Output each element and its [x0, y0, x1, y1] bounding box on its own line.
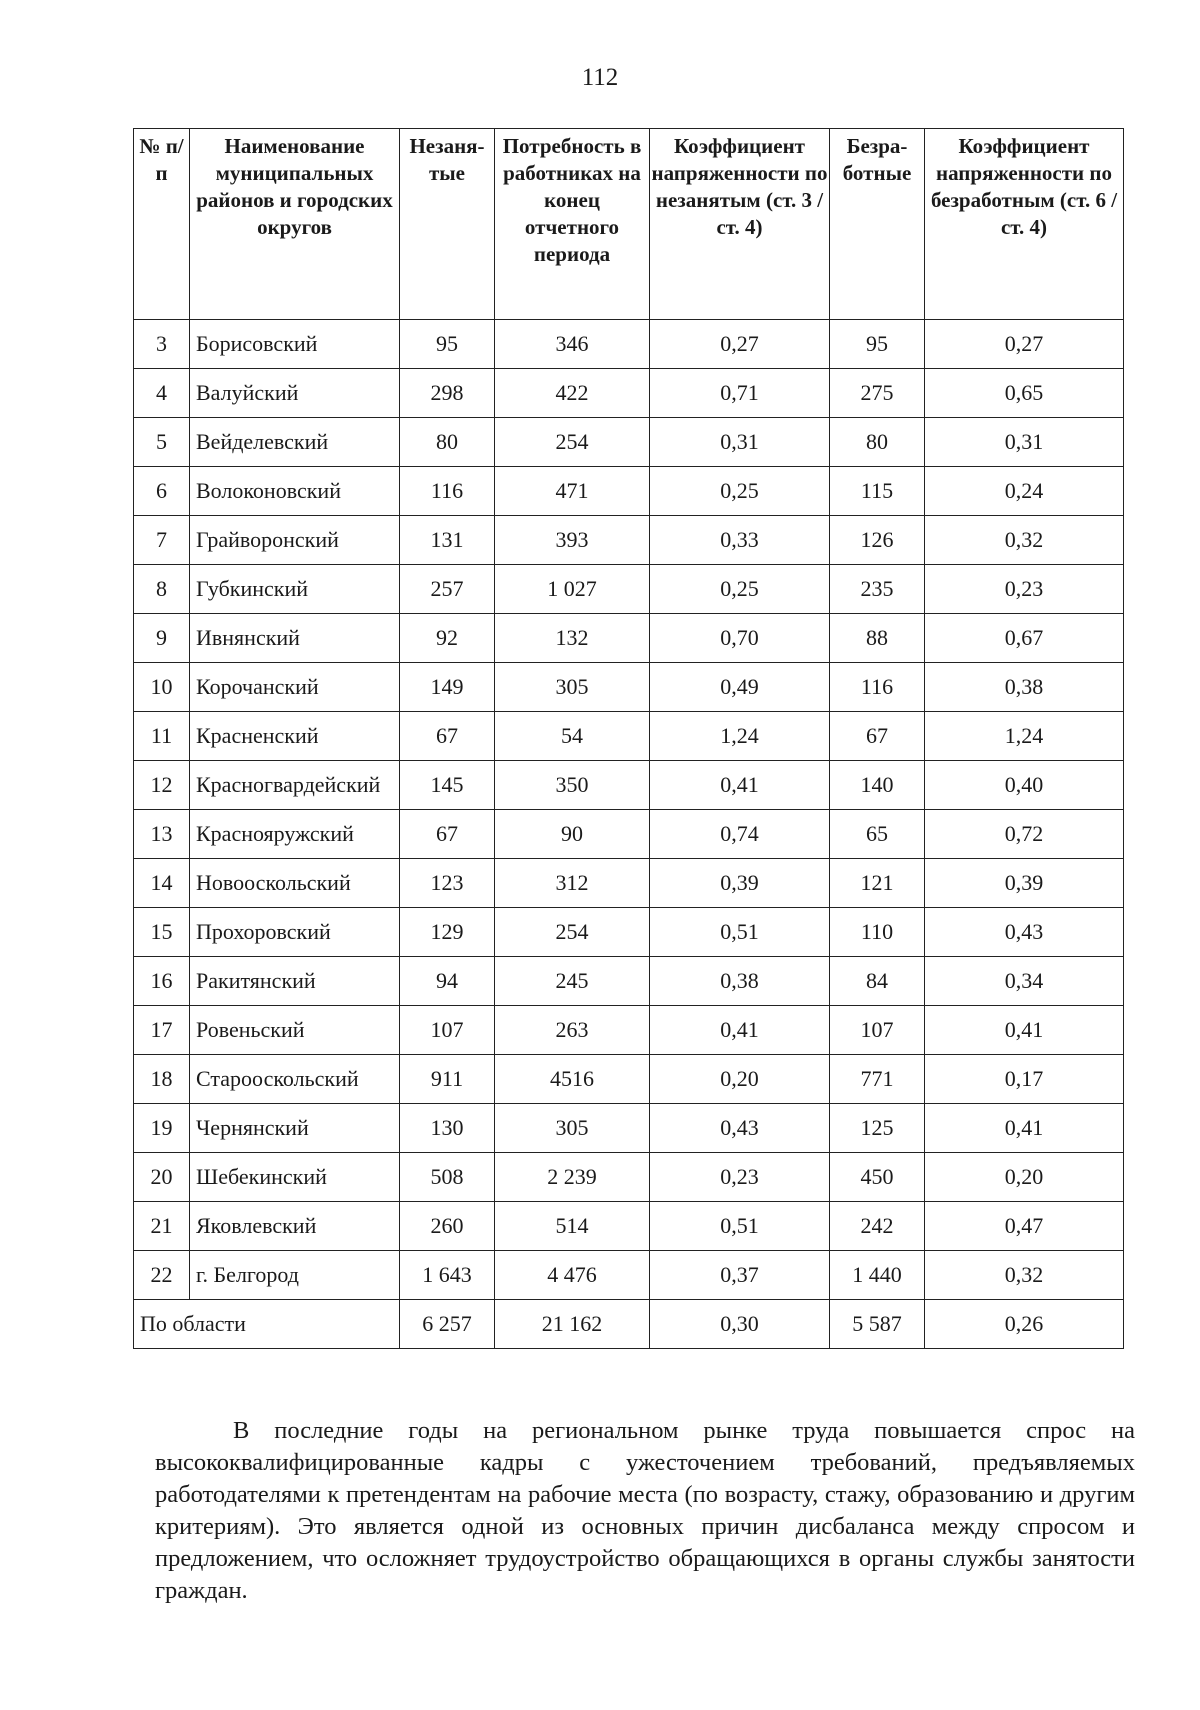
unemployment-tension-table: [133, 128, 1124, 1349]
table-row: [134, 1153, 1124, 1202]
page-number: 112: [581, 64, 619, 91]
table-row: [134, 712, 1124, 761]
header-num: № п/п: [134, 129, 190, 320]
cell-jobless: 80: [830, 418, 925, 467]
cell-demand: 54: [495, 712, 650, 761]
cell-coef-unemployed-all: 0,51: [650, 1202, 830, 1251]
cell-name: Красненский: [190, 712, 400, 761]
cell-coef-jobless: 0,20: [925, 1153, 1124, 1202]
cell-coef-jobless: 0,23: [925, 565, 1124, 614]
total-jobless: 5 587: [830, 1300, 925, 1349]
cell-unemployed-all: 257: [400, 565, 495, 614]
cell-name: Красногвардейский: [190, 761, 400, 810]
cell-coef-unemployed-all: 1,24: [650, 712, 830, 761]
header-name: Наименование муниципальных районов и городских округов: [190, 129, 400, 320]
cell-unemployed-all: 116: [400, 467, 495, 516]
table-header-row: [134, 129, 1124, 320]
cell-coef-unemployed-all: 0,43: [650, 1104, 830, 1153]
cell-jobless: 65: [830, 810, 925, 859]
table-row: [134, 516, 1124, 565]
cell-coef-jobless: 0,72: [925, 810, 1124, 859]
cell-coef-jobless: 0,41: [925, 1104, 1124, 1153]
cell-num: 4: [134, 369, 190, 418]
cell-unemployed-all: 95: [400, 320, 495, 369]
cell-demand: 132: [495, 614, 650, 663]
header-unemployed-all: Незаня-тые: [400, 129, 495, 320]
cell-unemployed-all: 67: [400, 712, 495, 761]
cell-num: 7: [134, 516, 190, 565]
cell-unemployed-all: 911: [400, 1055, 495, 1104]
cell-jobless: 125: [830, 1104, 925, 1153]
cell-num: 6: [134, 467, 190, 516]
cell-demand: 254: [495, 908, 650, 957]
cell-coef-unemployed-all: 0,25: [650, 467, 830, 516]
cell-name: Старооскольский: [190, 1055, 400, 1104]
body-paragraph: В последние годы на региональном рынке труда повышается спрос на высококвалифицированные кадры с ужесточением требований, предъявляемых работодателями к претендентам на рабочие места (по возрасту, стажу, образованию и другим критериям). Это является одной из основных причин дисбаланса между спросом и предложением, что осложняет трудоустройство обращающихся в органы службы занятости граждан.: [155, 1416, 1135, 1604]
cell-num: 8: [134, 565, 190, 614]
total-demand: 21 162: [495, 1300, 650, 1349]
table-row: [134, 418, 1124, 467]
table-row: [134, 565, 1124, 614]
cell-num: 13: [134, 810, 190, 859]
cell-name: Губкинский: [190, 565, 400, 614]
cell-num: 16: [134, 957, 190, 1006]
cell-name: Краснояружский: [190, 810, 400, 859]
cell-demand: 1 027: [495, 565, 650, 614]
cell-jobless: 107: [830, 1006, 925, 1055]
cell-name: Вейделевский: [190, 418, 400, 467]
cell-unemployed-all: 92: [400, 614, 495, 663]
cell-jobless: 110: [830, 908, 925, 957]
cell-num: 18: [134, 1055, 190, 1104]
cell-name: Ивнянский: [190, 614, 400, 663]
cell-num: 19: [134, 1104, 190, 1153]
cell-num: 12: [134, 761, 190, 810]
table-row: [134, 810, 1124, 859]
cell-num: 10: [134, 663, 190, 712]
cell-jobless: 84: [830, 957, 925, 1006]
cell-name: Валуйский: [190, 369, 400, 418]
cell-demand: 471: [495, 467, 650, 516]
header-coef-unemployed-all: Коэффициент напряженности по незанятым (ст. 3 / ст. 4): [650, 129, 830, 320]
table-row: [134, 1251, 1124, 1300]
cell-coef-jobless: 0,32: [925, 1251, 1124, 1300]
cell-coef-jobless: 0,24: [925, 467, 1124, 516]
cell-coef-unemployed-all: 0,23: [650, 1153, 830, 1202]
cell-num: 5: [134, 418, 190, 467]
unemployment-table-container: [133, 128, 1123, 1349]
cell-num: 3: [134, 320, 190, 369]
cell-demand: 393: [495, 516, 650, 565]
cell-coef-jobless: 0,47: [925, 1202, 1124, 1251]
cell-demand: 254: [495, 418, 650, 467]
cell-name: Яковлевский: [190, 1202, 400, 1251]
cell-coef-jobless: 0,17: [925, 1055, 1124, 1104]
cell-jobless: 1 440: [830, 1251, 925, 1300]
cell-coef-unemployed-all: 0,31: [650, 418, 830, 467]
cell-coef-jobless: 0,40: [925, 761, 1124, 810]
cell-coef-unemployed-all: 0,25: [650, 565, 830, 614]
cell-jobless: 67: [830, 712, 925, 761]
table-row: [134, 320, 1124, 369]
cell-unemployed-all: 260: [400, 1202, 495, 1251]
total-coef-jobless: 0,26: [925, 1300, 1124, 1349]
cell-jobless: 140: [830, 761, 925, 810]
cell-coef-unemployed-all: 0,38: [650, 957, 830, 1006]
cell-num: 9: [134, 614, 190, 663]
table-row: [134, 761, 1124, 810]
cell-num: 21: [134, 1202, 190, 1251]
cell-num: 20: [134, 1153, 190, 1202]
cell-name: Грайворонский: [190, 516, 400, 565]
cell-coef-unemployed-all: 0,41: [650, 1006, 830, 1055]
cell-coef-unemployed-all: 0,20: [650, 1055, 830, 1104]
cell-coef-jobless: 0,32: [925, 516, 1124, 565]
cell-coef-unemployed-all: 0,27: [650, 320, 830, 369]
cell-coef-unemployed-all: 0,37: [650, 1251, 830, 1300]
cell-name: Ровеньский: [190, 1006, 400, 1055]
cell-coef-unemployed-all: 0,39: [650, 859, 830, 908]
header-coef-jobless: Коэффициент напряженности по безработным (ст. 6 / ст. 4): [925, 129, 1124, 320]
cell-unemployed-all: 508: [400, 1153, 495, 1202]
cell-unemployed-all: 80: [400, 418, 495, 467]
cell-jobless: 242: [830, 1202, 925, 1251]
cell-demand: 350: [495, 761, 650, 810]
cell-name: Волоконовский: [190, 467, 400, 516]
table-total-row: [134, 1300, 1124, 1349]
table-row: [134, 663, 1124, 712]
cell-name: Борисовский: [190, 320, 400, 369]
cell-unemployed-all: 123: [400, 859, 495, 908]
cell-unemployed-all: 149: [400, 663, 495, 712]
table-row: [134, 614, 1124, 663]
header-jobless: Безра-ботные: [830, 129, 925, 320]
cell-unemployed-all: 131: [400, 516, 495, 565]
cell-coef-unemployed-all: 0,49: [650, 663, 830, 712]
cell-num: 15: [134, 908, 190, 957]
cell-name: г. Белгород: [190, 1251, 400, 1300]
cell-num: 17: [134, 1006, 190, 1055]
table-row: [134, 1202, 1124, 1251]
cell-coef-jobless: 0,67: [925, 614, 1124, 663]
cell-name: Прохоровский: [190, 908, 400, 957]
table-row: [134, 908, 1124, 957]
cell-num: 22: [134, 1251, 190, 1300]
cell-demand: 305: [495, 1104, 650, 1153]
cell-unemployed-all: 145: [400, 761, 495, 810]
cell-demand: 346: [495, 320, 650, 369]
table-row: [134, 1055, 1124, 1104]
cell-name: Шебекинский: [190, 1153, 400, 1202]
cell-coef-jobless: 0,38: [925, 663, 1124, 712]
table-row: [134, 859, 1124, 908]
cell-jobless: 95: [830, 320, 925, 369]
cell-demand: 263: [495, 1006, 650, 1055]
cell-demand: 90: [495, 810, 650, 859]
cell-jobless: 116: [830, 663, 925, 712]
cell-jobless: 235: [830, 565, 925, 614]
cell-jobless: 115: [830, 467, 925, 516]
cell-jobless: 126: [830, 516, 925, 565]
cell-jobless: 275: [830, 369, 925, 418]
total-label: По области: [134, 1300, 400, 1349]
cell-demand: 4 476: [495, 1251, 650, 1300]
cell-coef-unemployed-all: 0,33: [650, 516, 830, 565]
cell-coef-jobless: 0,39: [925, 859, 1124, 908]
cell-num: 11: [134, 712, 190, 761]
cell-coef-jobless: 0,43: [925, 908, 1124, 957]
cell-unemployed-all: 298: [400, 369, 495, 418]
cell-name: Чернянский: [190, 1104, 400, 1153]
cell-unemployed-all: 67: [400, 810, 495, 859]
cell-coef-unemployed-all: 0,71: [650, 369, 830, 418]
cell-jobless: 121: [830, 859, 925, 908]
cell-coef-jobless: 0,41: [925, 1006, 1124, 1055]
cell-coef-unemployed-all: 0,51: [650, 908, 830, 957]
cell-coef-jobless: 0,27: [925, 320, 1124, 369]
table-row: [134, 369, 1124, 418]
cell-jobless: 771: [830, 1055, 925, 1104]
cell-jobless: 450: [830, 1153, 925, 1202]
cell-name: Корочанский: [190, 663, 400, 712]
cell-demand: 4516: [495, 1055, 650, 1104]
table-body: [134, 320, 1124, 1300]
table-row: [134, 467, 1124, 516]
cell-name: Новооскольский: [190, 859, 400, 908]
cell-coef-jobless: 0,31: [925, 418, 1124, 467]
cell-coef-unemployed-all: 0,74: [650, 810, 830, 859]
cell-unemployed-all: 130: [400, 1104, 495, 1153]
cell-jobless: 88: [830, 614, 925, 663]
cell-unemployed-all: 107: [400, 1006, 495, 1055]
cell-demand: 2 239: [495, 1153, 650, 1202]
cell-coef-unemployed-all: 0,70: [650, 614, 830, 663]
total-coef-unemployed-all: 0,30: [650, 1300, 830, 1349]
table-row: [134, 1006, 1124, 1055]
cell-demand: 305: [495, 663, 650, 712]
cell-unemployed-all: 94: [400, 957, 495, 1006]
cell-coef-jobless: 0,34: [925, 957, 1124, 1006]
cell-coef-unemployed-all: 0,41: [650, 761, 830, 810]
cell-num: 14: [134, 859, 190, 908]
cell-demand: 245: [495, 957, 650, 1006]
cell-name: Ракитянский: [190, 957, 400, 1006]
total-unemployed-all: 6 257: [400, 1300, 495, 1349]
header-demand: Потребность в работниках на конец отчетного периода: [495, 129, 650, 320]
cell-demand: 422: [495, 369, 650, 418]
table-row: [134, 1104, 1124, 1153]
cell-demand: 514: [495, 1202, 650, 1251]
cell-coef-jobless: 0,65: [925, 369, 1124, 418]
cell-coef-jobless: 1,24: [925, 712, 1124, 761]
cell-unemployed-all: 1 643: [400, 1251, 495, 1300]
cell-unemployed-all: 129: [400, 908, 495, 957]
table-row: [134, 957, 1124, 1006]
cell-demand: 312: [495, 859, 650, 908]
